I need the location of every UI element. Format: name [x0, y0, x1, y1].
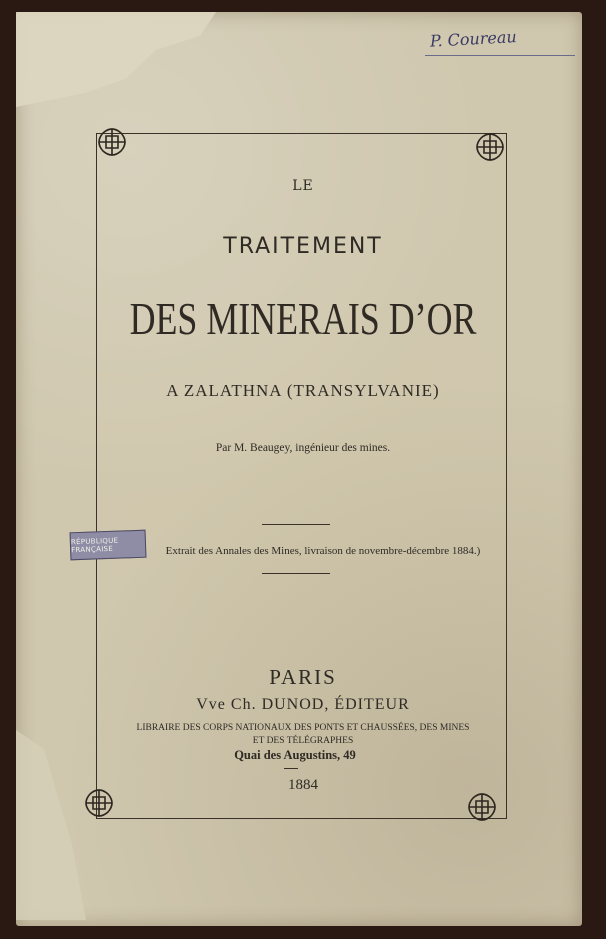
publisher-name: Vve Ch. DUNOD, ÉDITEUR [196, 696, 410, 713]
publisher-city: PARIS [269, 665, 337, 689]
publisher-description-line1: LIBRAIRE DES CORPS NATIONAUX DES PONTS ET CHAUSSÉES, DES MINES [136, 723, 470, 733]
main-title: DES MINERAIS D’OR [129, 293, 477, 344]
divider-bottom [262, 573, 330, 574]
signature-underline [425, 55, 575, 56]
title-article: LE [292, 178, 314, 194]
author-line: Par M. Beaugey, ingénieur des mines. [215, 442, 391, 454]
divider-top [262, 524, 330, 525]
corner-ornament-icon [465, 790, 499, 824]
subtitle-location: A ZALATHNA (TRANSYLVANIE) [166, 381, 440, 400]
corner-ornament-icon [473, 130, 507, 164]
publication-year: 1884 [288, 777, 318, 793]
publisher-address: Quai des Augustins, 49 [234, 748, 356, 762]
handwritten-signature: P. Coureau [429, 27, 518, 51]
publisher-description [0, 722, 606, 748]
revenue-stamp: RÉPUBLIQUE FRANÇAISE [70, 530, 147, 561]
year-divider [284, 768, 298, 769]
corner-ornament-icon [95, 125, 129, 159]
extract-note: Extrait des Annales des Mines, livraison de novembre-décembre 1884.) [165, 545, 481, 557]
publisher-description-line2: ET DES TÉLÉGRAPHES [252, 736, 354, 746]
title-word-traitement: TRAITEMENT [223, 234, 383, 259]
